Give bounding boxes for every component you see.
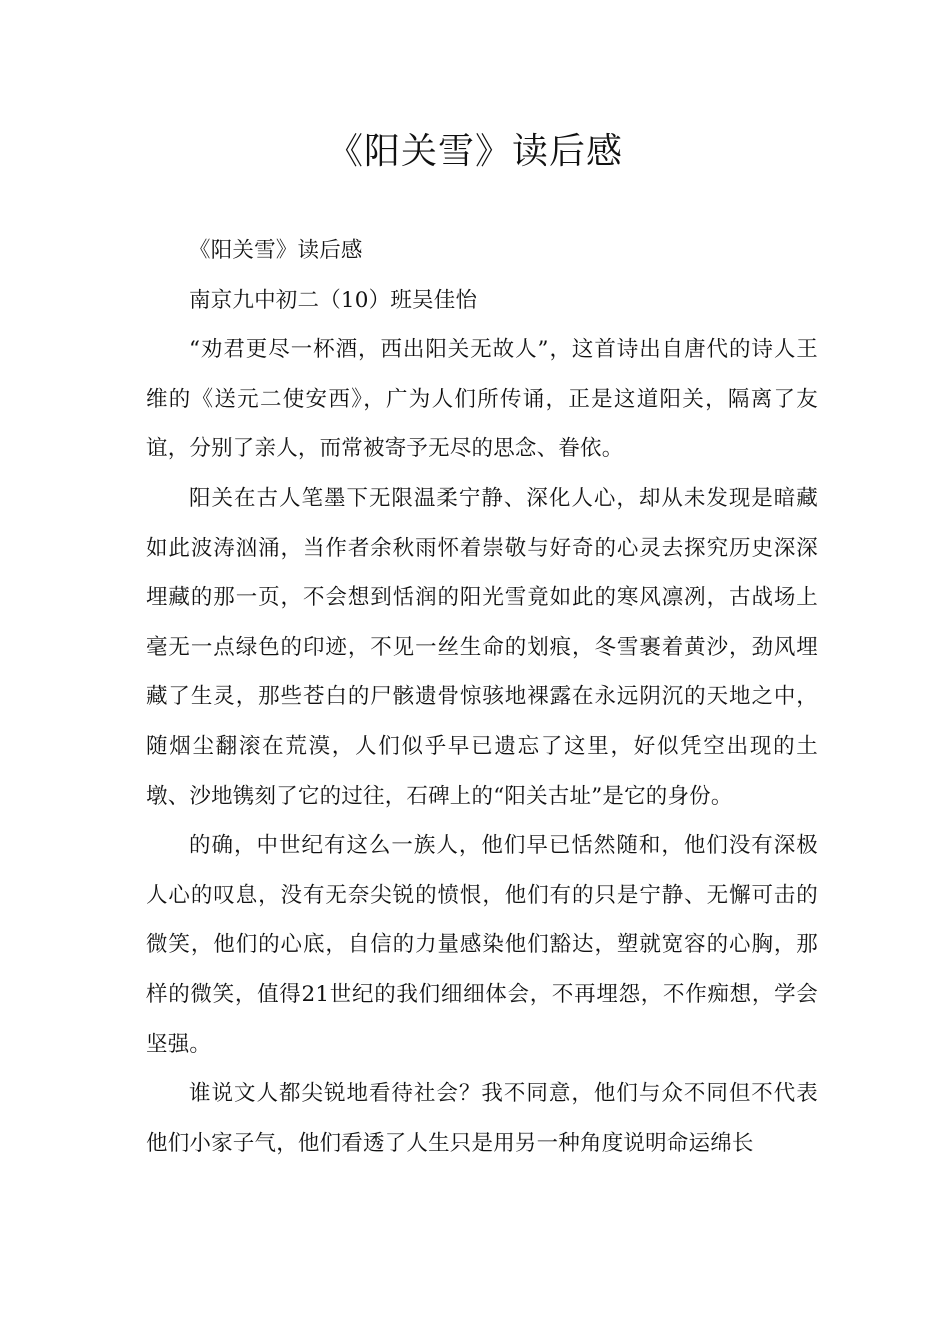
paragraph: “劝君更尽一杯酒，西出阳关无故人”，这首诗出自唐代的诗人王维的《送元二使安西》，广为人们所传诵，正是这道阳关，隔离了友谊，分别了亲人，而常被寄予无尽的思念、眷依。 — [146, 337, 818, 462]
paragraph: 谁说文人都尖锐地看待社会？我不同意，他们与众不同但不代表他们小家子气，他们看透了人生只是用另一种角度说明命运绵长 — [146, 1081, 818, 1156]
paragraph-subtitle: 《阳关雪》读后感 — [189, 238, 363, 263]
document-title: 《阳关雪》读后感 — [326, 131, 623, 172]
paragraph-author: 南京九中初二（10）班吴佳怡 — [189, 287, 478, 313]
paragraph: 阳关在古人笔墨下无限温柔宁静、深化人心，却从未发现是暗藏如此波涛汹涌，当作者余秋雨怀着崇敬与好奇的心灵去探究历史深深埋藏的那一页，不会想到恬润的阳光雪竟如此的寒风凛冽，古战场上毫无一点绿色的印迹，不见一丝生命的划痕，冬雪裹着黄沙，劲风埋藏了生灵，那些苍白的尸骸遗骨惊骇地裸露在永远阴沉的天地之中，随烟尘翻滚在荒漠，人们似乎早已遗忘了这里，好似凭空出现的土墩、沙地镌刻了它的过往，石碑上的“阳关古址”是它的身份。 — [146, 485, 818, 809]
document-body — [146, 226, 818, 1168]
paragraph: 的确，中世纪有这么一族人，他们早已恬然随和，他们没有深极人心的叹息，没有无奈尖锐的愤恨，他们有的只是宁静、无懈可击的微笑，他们的心底，自信的力量感染他们豁达，塑就宽容的心胸，那样的微笑，值得21世纪的我们细细体会，不再埋怨，不作痴想，学会坚强。 — [146, 833, 818, 1057]
